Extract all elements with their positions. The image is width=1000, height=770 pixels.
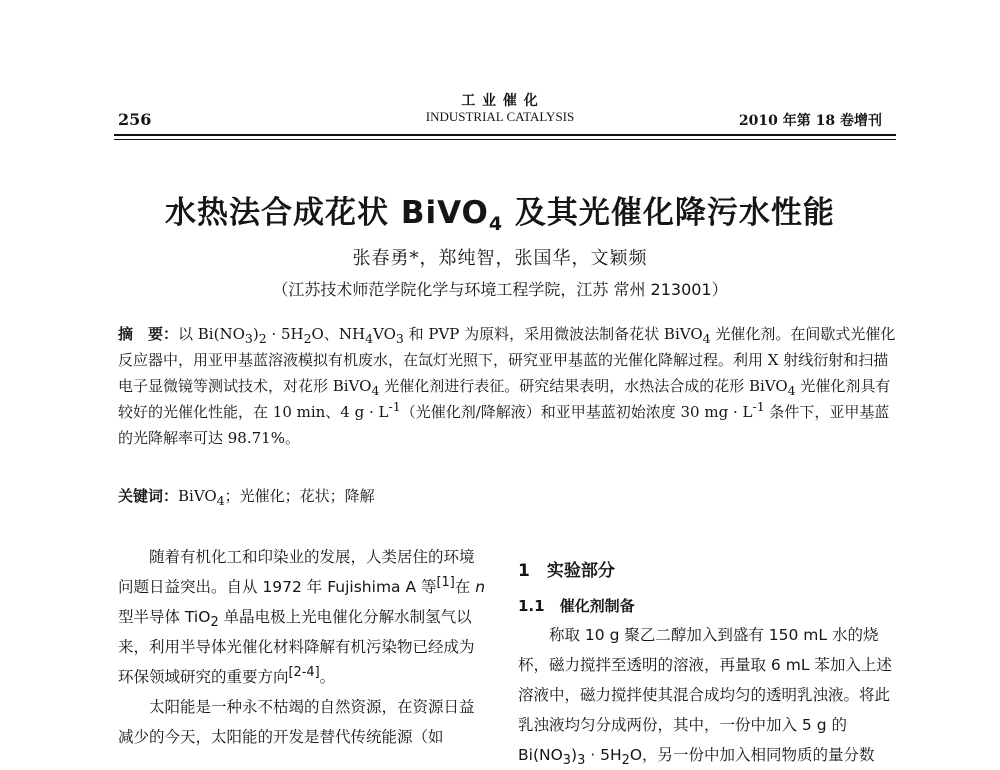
page-number: 256 [118, 110, 152, 129]
abstract-text: VO [373, 325, 396, 343]
method-paragraph-1 [518, 620, 898, 770]
method-text: ) [571, 746, 578, 764]
keywords-label: 关键词： [118, 487, 179, 505]
body-column-right [518, 556, 898, 770]
abstract-sub: 4 [365, 331, 374, 346]
intro-paragraph-2: 太阳能是一种永不枯竭的自然资源，在资源日益减少的今天，太阳能的开发是替代传统能源（如 [118, 698, 475, 746]
issue-info: 2010 年第 18 卷增刊 [738, 113, 882, 129]
abstract-sub: 3 [244, 331, 253, 346]
abstract-text: 条件下，亚甲基蓝的光降解率可达 98.71%。 [118, 403, 890, 447]
intro-paragraph-1 [118, 542, 486, 692]
keywords-text: BiVO [178, 487, 217, 505]
abstract-text: O、NH [311, 325, 366, 343]
keywords [118, 485, 898, 506]
abstract [118, 321, 898, 451]
abstract-text: · 5H [266, 325, 304, 343]
abstract-text: 以 Bi(NO [178, 325, 245, 343]
intro-text: 在 [454, 578, 476, 596]
abstract-text: 光催化剂。在间歇式光催化反应器中，用亚甲基蓝溶液模拟有机废水，在氙灯光照下，研究亚甲基蓝的光催化降解过程。利用 X 射线衍射和扫描电子显微镜等测试技术，对花形 BiVO [118, 325, 896, 395]
intro-text: 。 [319, 668, 336, 686]
citation-ref: [1] [436, 574, 455, 590]
title-subscript: 4 [488, 213, 504, 236]
subsection-heading: 1.1 催化剂制备 [518, 597, 635, 615]
abstract-text: 和 PVP 为原料，采用微波法制备花状 BiVO [403, 325, 703, 343]
abstract-sub: 2 [303, 331, 312, 346]
abstract-sub: 2 [258, 331, 267, 346]
intro-text: 型半导体 TiO [118, 608, 211, 626]
section-heading: 1 实验部分 [518, 561, 615, 581]
affiliation: （江苏技术师范学院化学与环境工程学院，江苏 常州 213001） [272, 280, 728, 299]
keywords-sub: 4 [216, 493, 225, 508]
abstract-text: 光催化剂具有较好的光催化性能，在 10 min、4 g · L [118, 377, 891, 421]
journal-title-en: INDUSTRIAL CATALYSIS [425, 109, 575, 124]
article-title [0, 187, 1000, 236]
intro-italic: n [475, 578, 486, 596]
abstract-sub: 4 [371, 383, 380, 398]
header-rule-top [114, 134, 896, 136]
title-text-end: 及其光催化降污水性能 [503, 195, 835, 231]
citation-ref: [2-4] [288, 664, 320, 680]
keywords-text: ；光催化；花状；降解 [224, 487, 375, 505]
method-sub: 2 [621, 753, 630, 769]
abstract-text: ) [252, 325, 259, 343]
intro-text: 随着有机化工和印染业的发展，人类居住的环境问题日益突出。自从 1972 年 Fujishima A 等 [118, 548, 475, 596]
abstract-sub: 4 [787, 383, 796, 398]
abstract-sup: -1 [752, 399, 765, 414]
abstract-text: 光催化剂进行表征。研究结果表明，水热法合成的花形 BiVO [379, 377, 788, 395]
abstract-sub: 4 [702, 331, 711, 346]
journal-title-cn: 工 业 催 化 [461, 93, 539, 109]
header-rule-bottom [114, 139, 896, 140]
method-text: 称取 10 g 聚乙二醇加入到盛有 150 mL 水的烧杯，磁力搅拌至透明的溶液，再量取 6 mL 苯加入上述溶液中，磁力搅拌使其混合成均匀的透明乳浊液。将此乳浊液均匀分成两份，其中，一份中加入 5 g 的 Bi(NO [518, 626, 892, 764]
abstract-sup: -1 [388, 399, 401, 414]
method-sub: 3 [562, 753, 572, 769]
method-text: · 5H [585, 746, 622, 764]
intro-text: 单晶电极上光电催化分解水制氢气以来，利用半导体光催化材料降解有机污染物已经成为环保领域研究的重要方向 [118, 608, 475, 686]
abstract-label: 摘 要： [118, 325, 179, 343]
title-text: 水热法合成花状 BiVO [165, 195, 489, 231]
method-sub: 3 [577, 753, 586, 769]
body-column-left [118, 542, 486, 752]
author-list: 张春勇*，郑纯智，张国华，文颖频 [352, 248, 648, 269]
method-text: O，另一份中加入相同物质的量分数 [629, 746, 875, 764]
abstract-text: （光催化剂/降解液）和亚甲基蓝初始浓度 30 mg · L [400, 403, 753, 421]
intro-sub: 2 [210, 615, 219, 631]
abstract-sub: 3 [395, 331, 404, 346]
